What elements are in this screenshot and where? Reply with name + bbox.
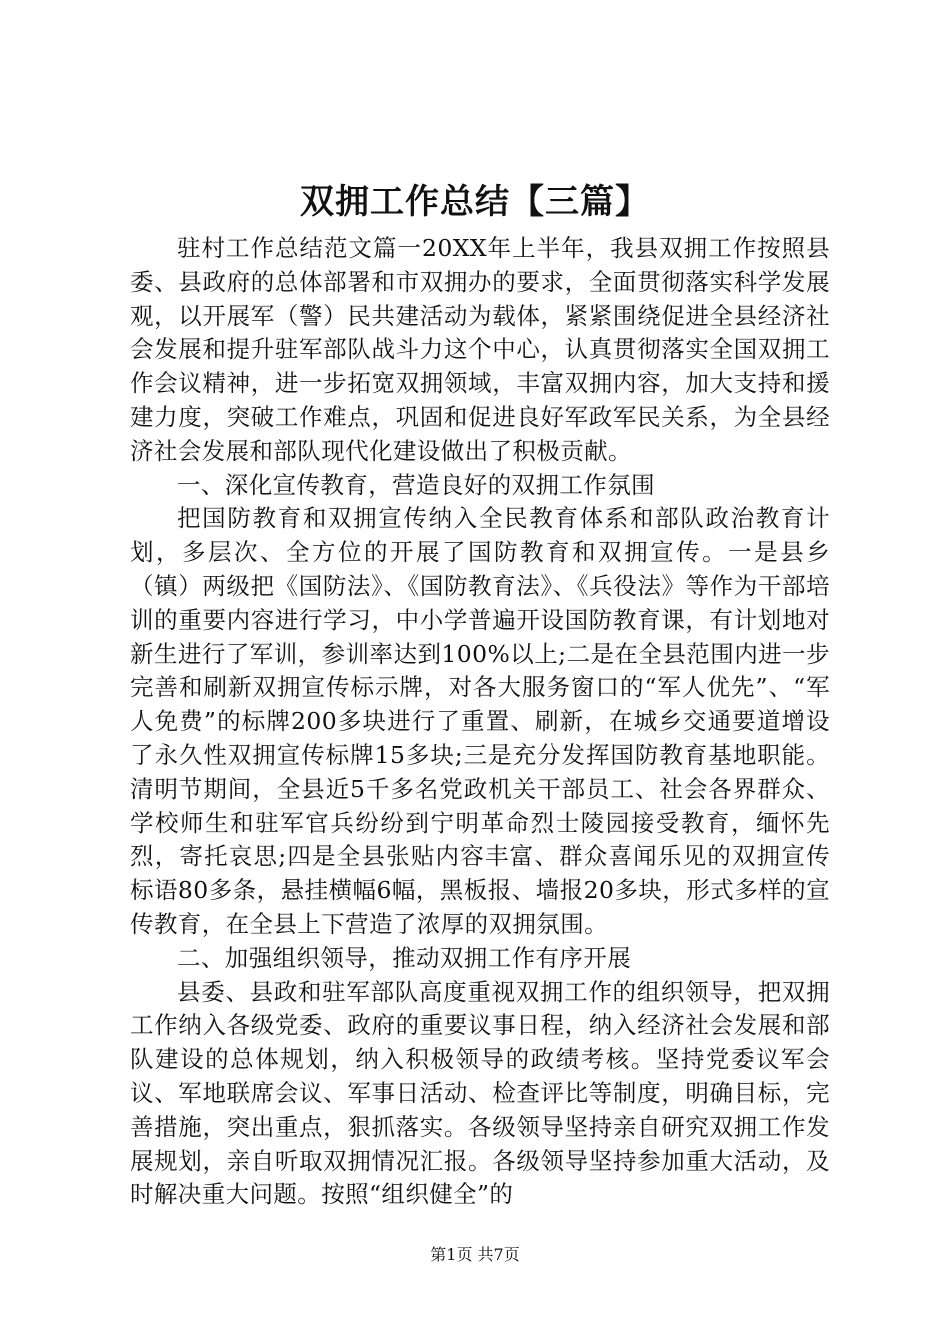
section-heading-1: 一、深化宣传教育，营造良好的双拥工作氛围 <box>177 470 655 499</box>
page-number-footer: 第1页 共7页 <box>430 1245 520 1264</box>
document-title: 双拥工作总结【三篇】 <box>300 182 650 222</box>
document-body <box>130 232 830 1212</box>
section-1-paragraph: 把国防教育和双拥宣传纳入全民教育体系和部队政治教育计划，多层次、全方位的开展了国防教育和双拥宣传。一是县乡（镇）两级把《国防法》、《国防教育法》、《兵役法》等作为干部培训的重要内容进行学习，中小学普遍开设国防教育课，有计划地对新生进行了军训，参训率达到100%以上;二是在全县范围内进一步完善和刷新双拥宣传标示牌，对各大服务窗口的“军人优先”、“军人免费”的标牌200多块进行了重置、刷新，在城乡交通要道增设了永久性双拥宣传标牌15多块;三是充分发挥国防教育基地职能。清明节期间，全县近5千多名党政机关干部员工、社会各界群众、学校师生和驻军官兵纷纷到宁明革命烈士陵园接受教育，缅怀先烈，寄托哀思;四是全县张贴内容丰富、群众喜闻乐见的双拥宣传标语80多条，悬挂横幅6幅，黑板报、墙报20多块，形式多样的宣传教育，在全县上下营造了浓厚的双拥氛围。 <box>130 504 830 938</box>
section-heading-2: 二、加强组织领导，推动双拥工作有序开展 <box>177 943 632 972</box>
intro-paragraph: 驻村工作总结范文篇一20XX年上半年，我县双拥工作按照县委、县政府的总体部署和市双拥办的要求，全面贯彻落实科学发展观，以开展军（警）民共建活动为载体，紧紧围绕促进全县经济社会发展和提升驻军部队战斗力这个中心，认真贯彻落实全国双拥工作会议精神，进一步拓宽双拥领域，丰富双拥内容，加大支持和援建力度，突破工作难点，巩固和促进良好军政军民关系，为全县经济社会发展和部队现代化建设做出了积极贡献。 <box>130 234 830 465</box>
section-2-paragraph: 县委、县政和驻军部队高度重视双拥工作的组织领导，把双拥工作纳入各级党委、政府的重要议事日程，纳入经济社会发展和部队建设的总体规划，纳入积极领导的政绩考核。坚持党委议军会议、军地联席会议、军事日活动、检查评比等制度，明确目标，完善措施，突出重点，狠抓落实。各级领导坚持亲自研究双拥工作发展规划，亲自听取双拥情况汇报。各级领导坚持参加重大活动，及时解决重大问题。按照“组织健全”的 <box>130 977 830 1209</box>
